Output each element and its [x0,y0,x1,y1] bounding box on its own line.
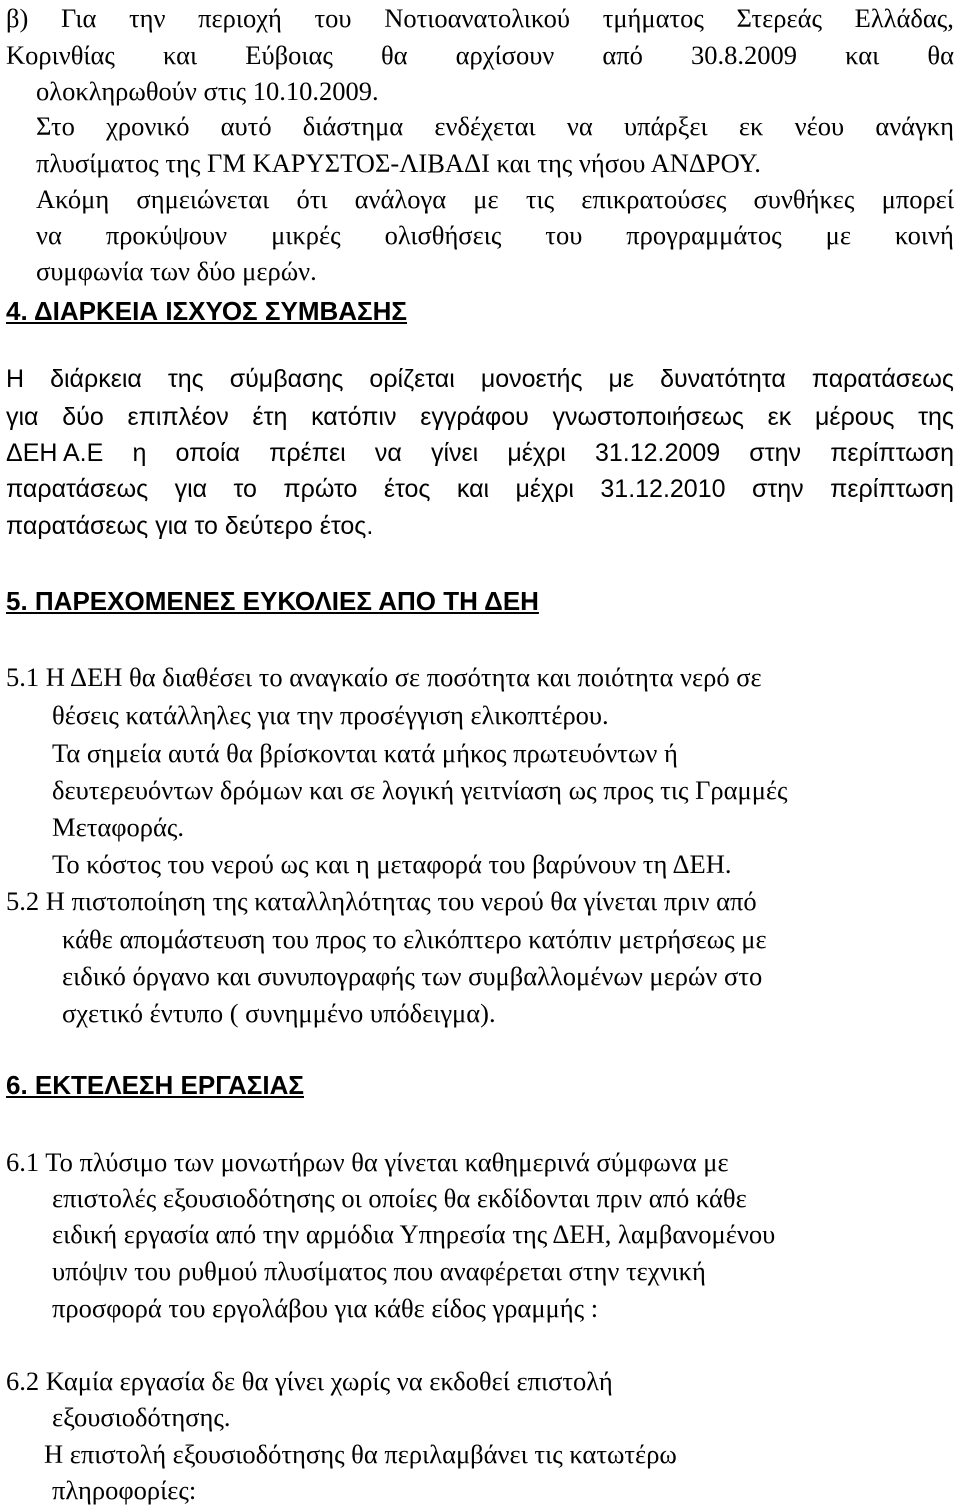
word: υπάρξει [624,111,708,141]
word: επιπλέον [127,403,229,431]
word: δυνατότητα [660,365,786,393]
word: θα [927,40,954,70]
word: παρατάσεως [811,365,954,393]
word: διάστημα [302,111,404,141]
word: 31.12.2009 [595,439,721,467]
word: μικρές [271,220,341,250]
item-5-1-line-4: δευτερευόντων δρόμων και σε λογική γειτνίαση ως προς τις Γραμμές [52,775,788,805]
word: πρέπει [269,439,346,467]
item-5-2-line-1: 5.2 Η πιστοποίηση της καταλληλότητας του νερού θα γίνεται πριν από [6,886,757,916]
word: κοινή [894,220,954,250]
item-5-2-line-2: κάθε απομάστευση του προς το ελικόπτερο κατόπιν μετρήσεως με [62,924,767,954]
word: έτη [252,403,288,431]
word: επικρατούσες [581,184,727,214]
word: να [566,111,593,141]
para-b-line-7 [36,222,954,249]
para-b-line-6 [36,186,954,213]
word: ανάλογα [354,184,447,214]
word: της [918,403,954,431]
word: μπορεί [881,184,954,214]
word: και [845,40,880,70]
word: την [129,3,166,33]
item-6-2-line-3: Η επιστολή εξουσιοδότησης θα περιλαμβάνει τις κατωτέρω [44,1439,677,1469]
section-4-line-4 [6,477,954,502]
para-b-line-2 [6,42,954,69]
word: ΔΕΗ Α.Ε [6,439,104,467]
para-b-line-3: ολοκληρωθούν στις 10.10.2009. [36,76,379,106]
word: Στο [36,111,75,141]
section-4-heading: 4. ΔΙΑΡΚΕΙΑ ΙΣΧΥΟΣ ΣΥΜΒΑΣΗΣ [6,296,408,326]
para-b-line-8: συμφωνία των δύο μερών. [36,256,317,286]
para-b-line-4 [36,113,954,140]
item-5-2-line-4: σχετικό έντυπο ( συνημμένο υπόδειγμα). [62,998,496,1028]
section-6-heading: 6. ΕΚΤΕΛΕΣΗ ΕΡΓΑΣΙΑΣ [6,1070,304,1100]
item-6-2-line-2: εξουσιοδότησης. [52,1402,231,1432]
para-b-line-5: πλυσίματος της ΓΜ ΚΑΡΥΣΤΟΣ-ΛΙΒΑΔΙ και της νήσου ΑΝΔΡΟΥ. [36,148,761,178]
word: κατόπιν [311,403,397,431]
word: Η [6,365,25,393]
word: γνωστοποιήσεως [552,403,744,431]
word: τμήματος [602,3,704,33]
word: μέχρι [507,439,566,467]
word: η [132,439,147,467]
word: περιοχή [198,3,282,33]
word: ενδέχεται [434,111,536,141]
item-6-1-line-3: ειδική εργασία από την αρμόδια Υπηρεσία της ΔΕΗ, λαμβανομένου [52,1219,776,1249]
word: πρώτο [283,475,358,503]
word: ότι [296,184,328,214]
item-6-1-line-5: προσφορά του εργολάβου για κάθε είδος γραμμής : [52,1293,599,1323]
word: γίνει [430,439,479,467]
word: αυτό [220,111,272,141]
word: εκ [738,111,764,141]
section-5-heading: 5. ΠΑΡΕΧΟΜΕΝΕΣ ΕΥΚΟΛΙΕΣ ΑΠΟ ΤΗ ΔΕΗ [6,586,539,616]
word: έτος [383,475,431,503]
section-4-line-2 [6,405,954,430]
word: σύμβασης [229,365,344,393]
word: να [36,220,62,250]
word: Νοτιοανατολικού [384,3,571,33]
item-6-1-line-4: υπόψιν του ρυθμού πλυσίματος που αναφέρεται στην τεχνική [52,1256,706,1286]
word: με [825,220,851,250]
word: της [167,365,204,393]
word: μέρους [815,403,895,431]
word: στην [751,475,804,503]
word: διάρκεια [50,365,142,393]
word: ανάγκη [875,111,954,141]
word: τις [525,184,555,214]
word: το [233,475,257,503]
section-4-line-5: παρατάσεως για το δεύτερο έτος. [6,512,374,540]
word: από [602,40,643,70]
item-6-1-line-2: επιστολές εξουσιοδότησης οι οποίες θα εκδίδονται πριν από κάθε [52,1183,747,1213]
word: 31.12.2010 [600,475,726,503]
word: χρονικό [106,111,190,141]
word: περίπτωση [830,439,954,467]
item-6-1-line-1: 6.1 Το πλύσιμο των μονωτήρων θα γίνεται καθημερινά σύμφωνα με [6,1147,729,1177]
word: Για [60,3,97,33]
word: σημειώνεται [136,184,270,214]
word: με [608,365,635,393]
item-5-1-line-6: Το κόστος του νερού ως και η μεταφορά του βαρύνουν τη ΔΕΗ. [52,849,732,879]
item-5-1-line-3: Τα σημεία αυτά θα βρίσκονται κατά μήκος πρωτευόντων ή [52,738,678,768]
word: παρατάσεως [6,475,149,503]
word: προγραμμάτος [626,220,782,250]
word: β) [6,3,29,33]
word: για [174,475,208,503]
word: με [473,184,499,214]
word: Ελλάδας, [854,3,954,33]
word: και [163,40,198,70]
word: του [314,3,352,33]
para-b-line-1 [6,5,954,32]
section-4-line-1 [6,367,954,392]
word: προκύψουν [105,220,228,250]
item-5-2-line-3: ειδικό όργανο και συνυπογραφής των συμβαλλομένων μερών στο [62,961,763,991]
word: 30.8.2009 [691,40,798,70]
word: οποία [175,439,240,467]
word: και [456,475,490,503]
word: Στερεάς [736,3,822,33]
word: εκ [767,403,792,431]
word: μονοετής [480,365,583,393]
word: εγγράφου [420,403,529,431]
item-5-1-line-1: 5.1 Η ΔΕΗ θα διαθέσει το αναγκαίο σε ποσότητα και ποιότητα νερό σε [6,662,762,692]
word: του [545,220,583,250]
item-6-2-line-1: 6.2 Καμία εργασία δε θα γίνει χωρίς να εκδοθεί επιστολή [6,1366,613,1396]
item-5-1-line-5: Μεταφοράς. [52,812,184,842]
word: Κορινθίας [6,40,115,70]
item-5-1-line-2: θέσεις κατάλληλες για την προσέγγιση ελικοπτέρου. [52,700,609,730]
section-4-line-3 [6,441,954,466]
word: Εύβοιας [245,40,333,70]
word: στην [749,439,802,467]
word: δύο [62,403,104,431]
word: συνθήκες [753,184,855,214]
word: Ακόμη [36,184,110,214]
word: για [6,403,39,431]
word: θα [380,40,408,70]
word: νέου [794,111,845,141]
word: αρχίσουν [455,40,555,70]
word: περίπτωση [830,475,954,503]
item-6-2-line-4: πληροφορίες: [52,1475,197,1505]
word: ορίζεται [369,365,455,393]
word: μέχρι [515,475,574,503]
word: να [374,439,402,467]
word: ολισθήσεις [384,220,502,250]
